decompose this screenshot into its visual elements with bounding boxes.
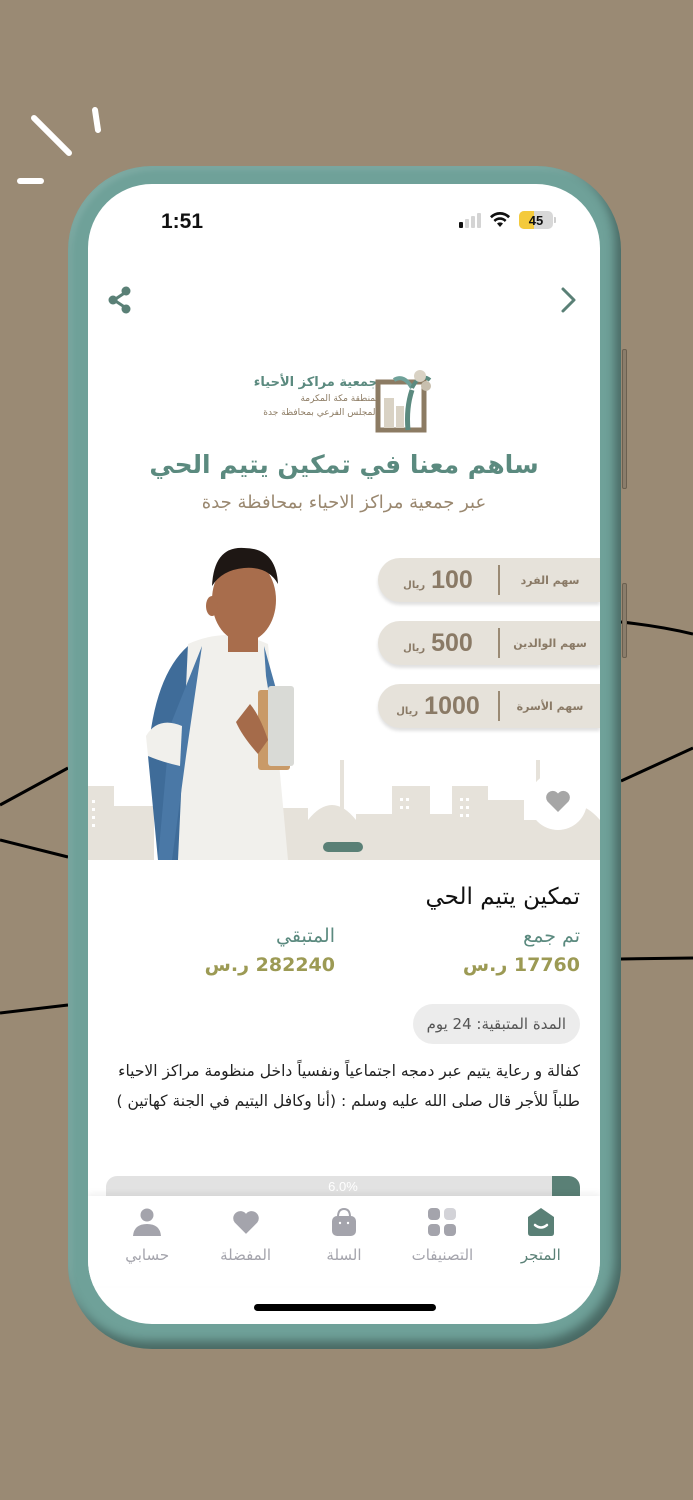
banner-subline: عبر جمعية مراكز الاحياء بمحافظة جدة (201, 492, 487, 513)
tab-label: التصنيفات (411, 1246, 474, 1264)
share-button[interactable] (106, 284, 136, 316)
share-tiers (378, 558, 600, 747)
palm-logo-icon (374, 368, 434, 434)
chevron-right-icon (554, 284, 582, 316)
top-nav (88, 284, 600, 320)
progress-percent: 6.0% (328, 1179, 358, 1194)
store-icon (527, 1207, 555, 1237)
battery-level: 45 (528, 212, 544, 228)
share-tier-amount: 1000 (424, 691, 480, 720)
share-tier-amount: 100 (431, 565, 473, 594)
tab-label: السلة (326, 1246, 362, 1264)
share-tier-label: سهم الفرد (520, 573, 580, 587)
divider (498, 628, 500, 658)
bottom-tab-bar (88, 1196, 600, 1286)
phone-frame (68, 166, 621, 1349)
share-icon (106, 284, 136, 316)
back-button[interactable] (554, 284, 582, 316)
tab-label: المتجر (520, 1246, 561, 1264)
share-tier-unit: ريال (396, 705, 419, 717)
share-tier-parents[interactable] (378, 621, 600, 665)
product-description: كفالة و رعاية يتيم عبر دمجه اجتماعياً ونفسياً داخل منظومة مراكز الاحياء طلباً للأجر قال صلى الله عليه وسلم : (أنا وكافل اليتيم في الجنة كهاتين ) (116, 1062, 580, 1110)
signal-icon (459, 212, 481, 228)
favorite-button[interactable] (529, 772, 587, 830)
heart-icon (545, 789, 571, 813)
divider (498, 565, 500, 595)
share-tier-unit: ريال (403, 642, 426, 654)
categories-icon (427, 1207, 457, 1237)
wifi-icon (489, 212, 511, 228)
association-logo (248, 368, 438, 434)
carousel-page-indicator[interactable] (323, 842, 363, 852)
product-title: تمكين يتيم الحي (425, 884, 580, 910)
battery-icon (519, 211, 556, 229)
tab-categories[interactable] (393, 1196, 491, 1286)
remaining-label: المتبقي (276, 925, 335, 947)
side-button (622, 583, 627, 658)
remaining-stat (205, 922, 335, 980)
heart-icon (232, 1209, 260, 1235)
divider (498, 691, 500, 721)
logo-branch: المجلس الفرعي بمحافظة جدة (263, 408, 378, 418)
status-bar (88, 184, 600, 254)
home-indicator[interactable] (254, 1304, 436, 1311)
logo-title: جمعية مراكز الأحياء (253, 375, 378, 390)
share-tier-amount: 500 (431, 628, 473, 657)
tab-favorites[interactable] (196, 1196, 294, 1286)
screen (88, 184, 600, 1324)
remaining-value: 282240 ر.س (204, 954, 335, 976)
tab-label: حسابي (125, 1246, 170, 1264)
logo-region: بمنطقة مكة المكرمة (300, 394, 378, 404)
share-tier-label: سهم الأسرة (516, 699, 584, 713)
share-tier-unit: ريال (403, 579, 426, 591)
user-icon (132, 1207, 162, 1237)
remaining-duration-badge: المدة المتبقية: 24 يوم (413, 1004, 580, 1044)
donation-progress-bar (106, 1176, 580, 1198)
tab-label: المفضلة (220, 1246, 272, 1264)
side-button (622, 349, 627, 489)
banner-headline: ساهم معنا في تمكين يتيم الحي (149, 450, 539, 479)
share-tier-family[interactable] (378, 684, 600, 728)
child-with-backpack-image (118, 526, 328, 860)
collected-stat (463, 922, 580, 980)
tab-cart[interactable] (295, 1196, 393, 1286)
tab-store[interactable] (492, 1196, 590, 1286)
share-tier-label: سهم الوالدين (513, 636, 587, 650)
status-time: 1:51 (161, 210, 204, 233)
cart-bag-icon (330, 1207, 358, 1237)
tab-account[interactable] (98, 1196, 196, 1286)
product-banner (88, 354, 600, 860)
share-tier-individual[interactable] (378, 558, 600, 602)
collected-value: 17760 ر.س (462, 954, 580, 976)
collected-label: تم جمع (523, 925, 580, 947)
